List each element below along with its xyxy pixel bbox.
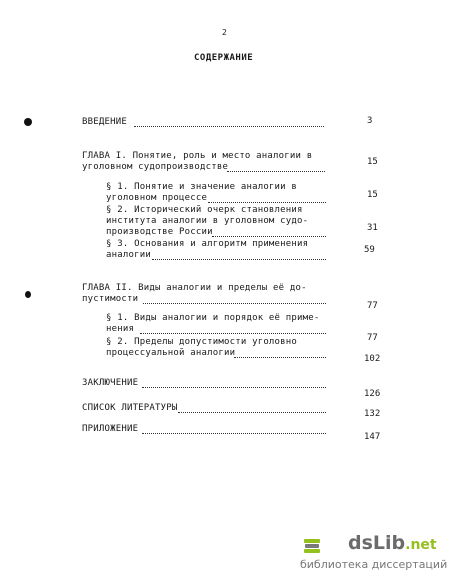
toc-leader bbox=[178, 412, 326, 413]
toc-leader bbox=[142, 387, 326, 388]
toc-section11-page: 15 bbox=[367, 190, 378, 200]
toc-section13-line1: § 3. Основания и алгоритм применения bbox=[106, 239, 309, 249]
toc-section11-line2: уголовном процессе bbox=[106, 193, 208, 203]
toc-leader bbox=[212, 236, 326, 237]
scan-blot bbox=[24, 118, 32, 126]
toc-appendix-page: 147 bbox=[364, 432, 381, 442]
page-title: СОДЕРЖАНИЕ bbox=[194, 53, 254, 63]
book-stack-icon bbox=[302, 536, 322, 556]
toc-leader bbox=[142, 433, 326, 434]
toc-leader bbox=[234, 357, 326, 358]
toc-section12-page: 31 bbox=[367, 223, 378, 233]
toc-intro-label: ВВЕДЕНИЕ bbox=[82, 117, 127, 127]
toc-leader bbox=[143, 303, 326, 304]
watermark-logo bbox=[348, 532, 437, 554]
toc-section21-page: 77 bbox=[367, 333, 378, 343]
toc-leader bbox=[152, 259, 326, 260]
dslib-watermark bbox=[300, 530, 448, 575]
watermark-logo-tld: .net bbox=[405, 537, 437, 553]
toc-section22-page: 102 bbox=[364, 354, 381, 364]
toc-section12-line1: § 2. Исторический очерк становления bbox=[106, 205, 303, 215]
toc-chapter1-line2: уголовном судопроизводстве bbox=[82, 162, 229, 172]
toc-leader bbox=[134, 126, 324, 127]
toc-chapter2-page: 77 bbox=[367, 301, 378, 311]
toc-section11-line1: § 1. Понятие и значение аналогии в bbox=[106, 182, 298, 192]
toc-chapter1-line1: ГЛАВА I. Понятие, роль и место аналогии в bbox=[82, 151, 313, 161]
toc-conclusion-page: 126 bbox=[364, 389, 381, 399]
toc-literature-label: СПИСОК ЛИТЕРАТУРЫ bbox=[82, 403, 178, 413]
toc-conclusion-label: ЗАКЛЮЧЕНИЕ bbox=[82, 378, 139, 388]
toc-section13-line2: аналогии bbox=[106, 250, 151, 260]
toc-section22-line1: § 2. Пределы допустимости уголовно bbox=[106, 337, 298, 347]
watermark-subtitle: библиотека диссертаций bbox=[300, 558, 448, 571]
scan-blot bbox=[25, 291, 31, 298]
toc-leader bbox=[227, 171, 325, 172]
toc-chapter2-line2: пустимости bbox=[82, 294, 139, 304]
toc-appendix-label: ПРИЛОЖЕНИЕ bbox=[82, 424, 139, 434]
toc-section12-line3: производстве России bbox=[106, 227, 213, 237]
toc-leader bbox=[140, 333, 326, 334]
toc-section12-line2: института аналогии в уголовном судо- bbox=[106, 216, 309, 226]
toc-chapter1-page: 15 bbox=[367, 157, 378, 167]
toc-literature-page: 132 bbox=[364, 409, 381, 419]
toc-intro-page: 3 bbox=[367, 116, 373, 126]
toc-section13-page: 59 bbox=[364, 245, 375, 255]
page-number: 2 bbox=[222, 28, 227, 37]
toc-section22-line2: процессуальной аналогии bbox=[106, 348, 236, 358]
toc-leader bbox=[208, 202, 326, 203]
toc-chapter2-line1: ГЛАВА II. Виды аналогии и пределы её до- bbox=[82, 283, 307, 293]
toc-section21-line1: § 1. Виды аналогии и порядок её приме- bbox=[106, 313, 320, 323]
watermark-logo-main: dsLib bbox=[348, 532, 406, 554]
toc-section21-line2: нения bbox=[106, 324, 135, 334]
